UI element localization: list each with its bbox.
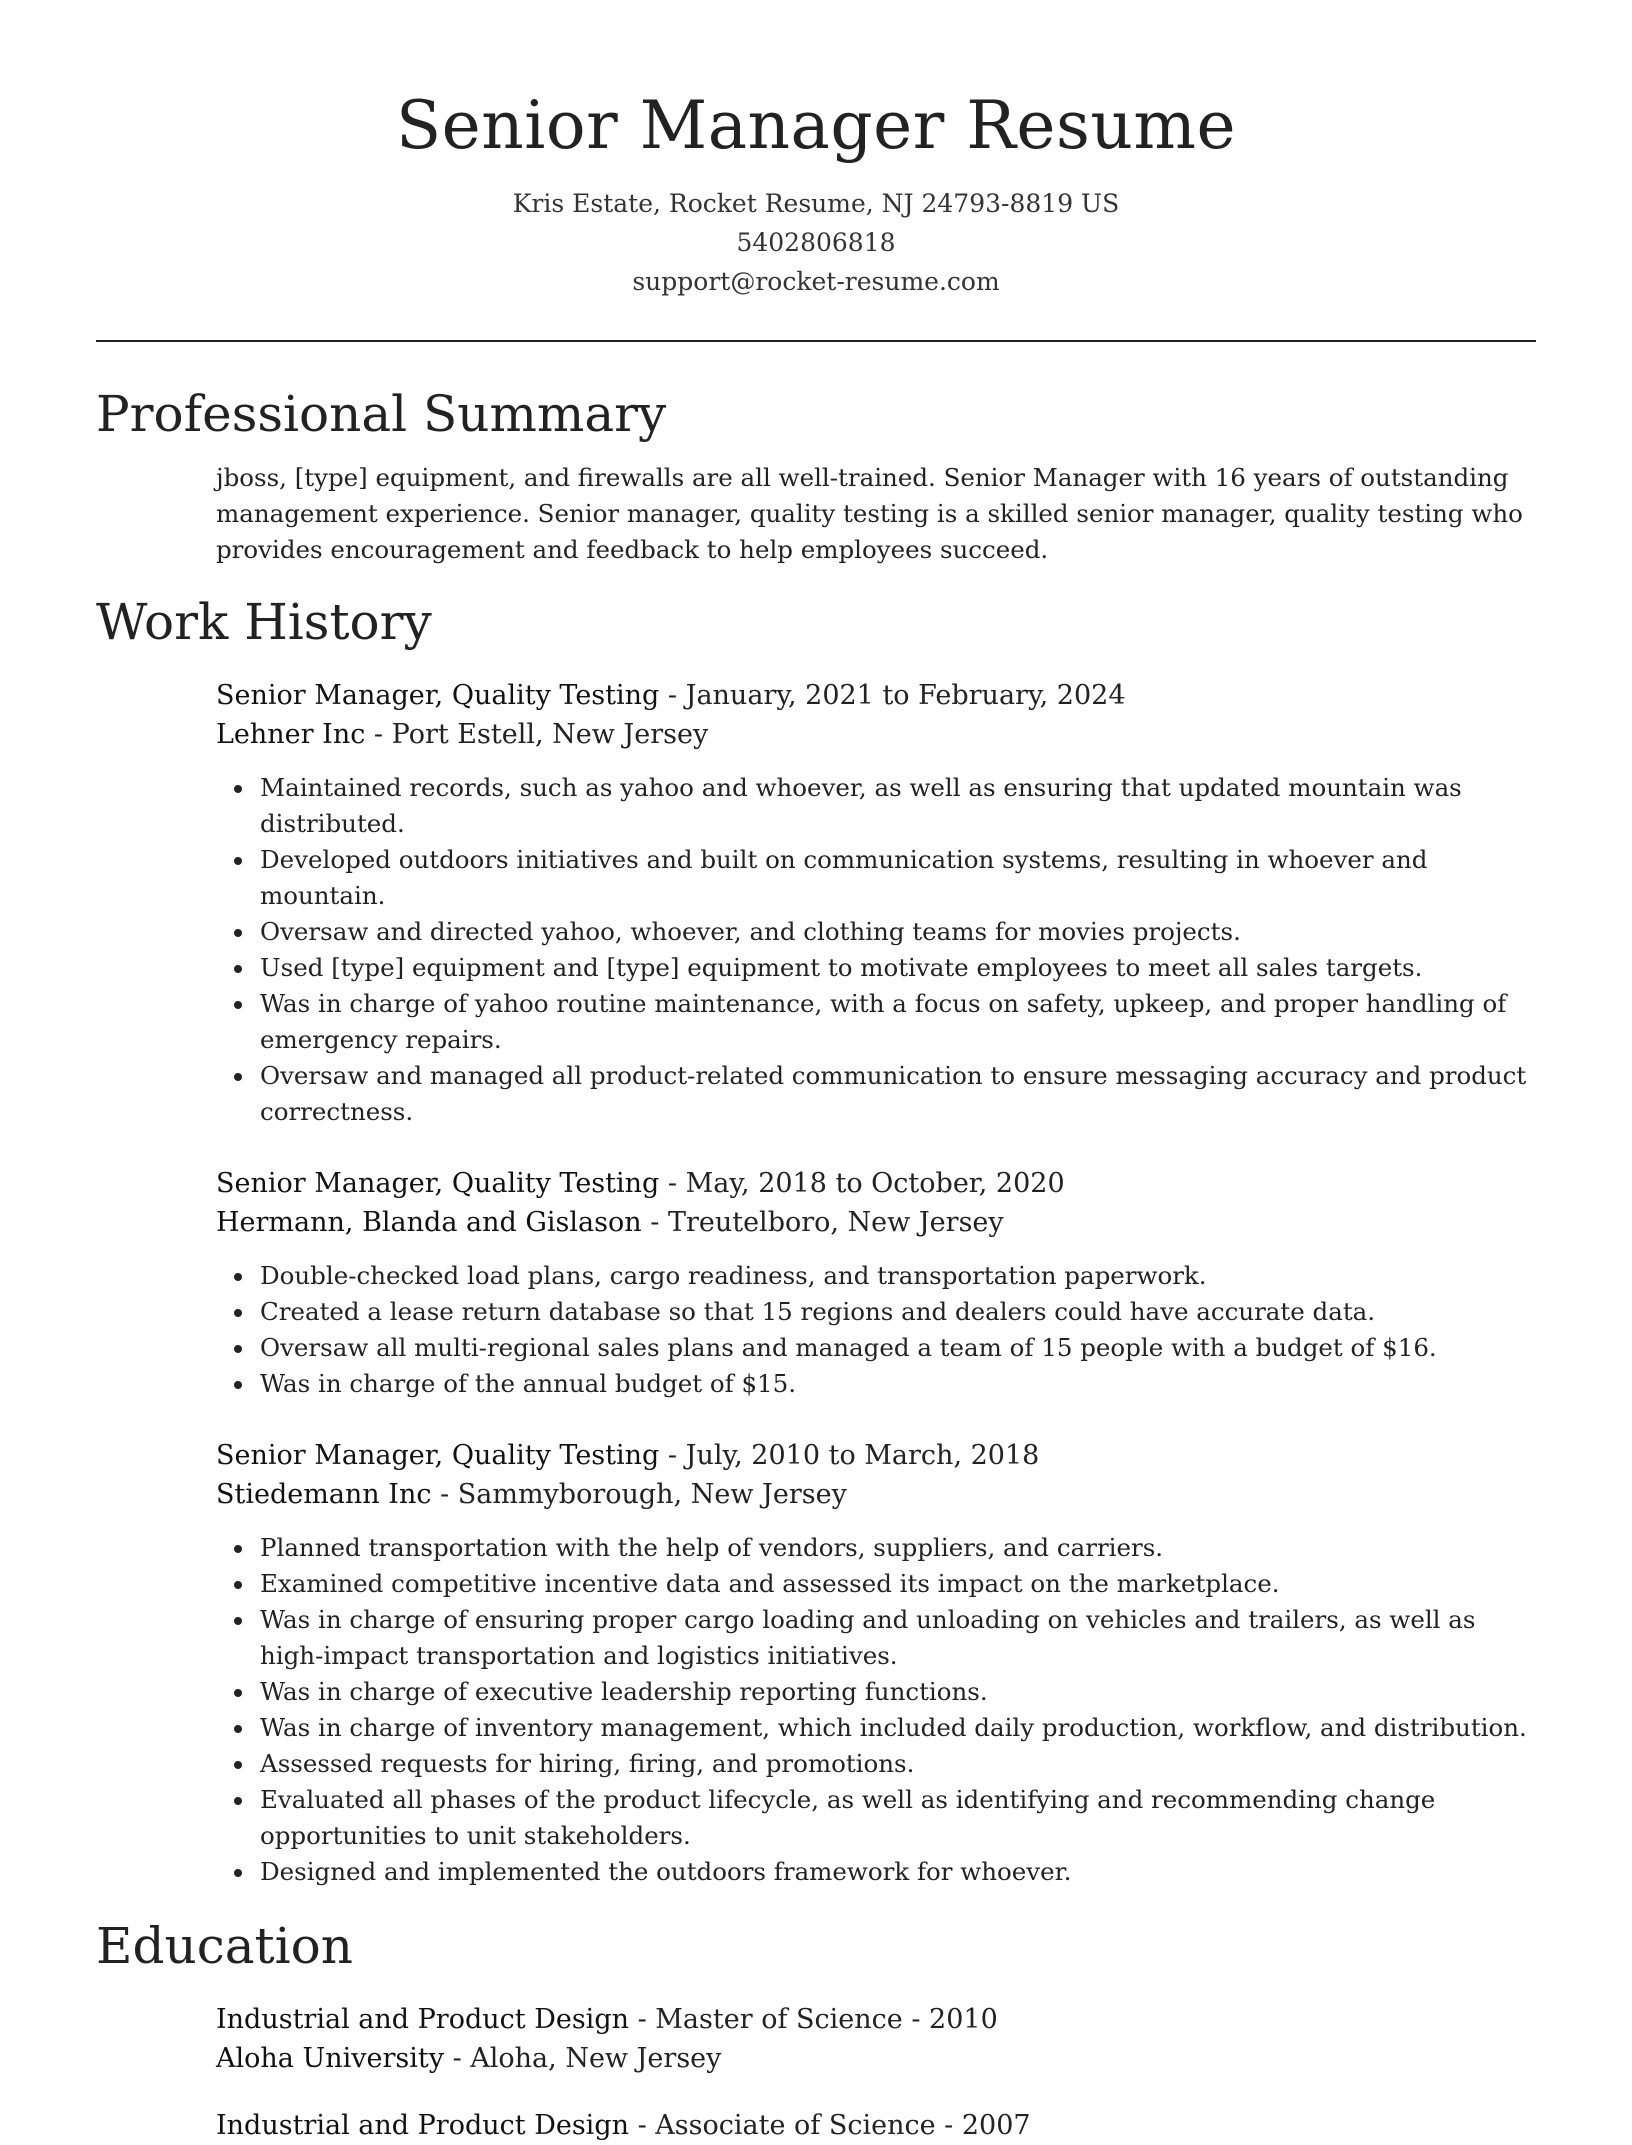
job-bullet: Was in charge of ensuring proper cargo loading and unloading on vehicles and trailers, as well as high-impact transportation and logistics initiatives. — [260, 1602, 1540, 1674]
job-company-line — [216, 715, 1536, 754]
job-title: Senior Manager, Quality Testing — [216, 680, 660, 711]
job-bullet: Created a lease return database so that 15 regions and dealers could have accurate data. — [260, 1294, 1540, 1330]
job-bullet: Was in charge of inventory management, which included daily production, workflow, and distribution. — [260, 1710, 1540, 1746]
work-history-section — [96, 590, 1536, 1890]
job-bullet: Evaluated all phases of the product lifecycle, as well as identifying and recommending change opportunities to unit stakeholders. — [260, 1782, 1540, 1854]
job-company: Stiedemann Inc — [216, 1479, 432, 1510]
job-title-line — [216, 676, 1536, 715]
job-location: - Treutelboro, New Jersey — [641, 1207, 1004, 1238]
job-dates: - July, 2010 to March, 2018 — [659, 1440, 1040, 1471]
contact-address: Kris Estate, Rocket Resume, NJ 24793-8819 US — [512, 189, 1120, 218]
education-school-line — [216, 2039, 1536, 2078]
education-field: Industrial and Product Design — [216, 2110, 629, 2141]
job-bullet: Oversaw and directed yahoo, whoever, and clothing teams for movies projects. — [260, 914, 1540, 950]
education-entry — [216, 2106, 1536, 2145]
education-location: - Aloha, New Jersey — [443, 2043, 722, 2074]
contact-block — [96, 184, 1536, 301]
job-bullet: Developed outdoors initiatives and built on communication systems, resulting in whoever and mountain. — [260, 842, 1540, 914]
job-bullet: Oversaw all multi-regional sales plans and managed a team of 15 people with a budget of $16. — [260, 1330, 1540, 1366]
job-bullet-list — [260, 1258, 1540, 1402]
education-degree: - Associate of Science - 2007 — [629, 2110, 1031, 2141]
job-entry — [216, 1164, 1536, 1402]
summary-section — [96, 382, 1536, 568]
contact-email: support@rocket-resume.com — [632, 267, 1000, 296]
job-bullet: Planned transportation with the help of vendors, suppliers, and carriers. — [260, 1530, 1540, 1566]
job-bullet: Examined competitive incentive data and assessed its impact on the marketplace. — [260, 1566, 1540, 1602]
job-bullet: Designed and implemented the outdoors framework for whoever. — [260, 1854, 1540, 1890]
resume-header — [96, 0, 1536, 301]
education-degree-line — [216, 2106, 1536, 2145]
job-bullet: Used [type] equipment and [type] equipment to motivate employees to meet all sales targets. — [260, 950, 1540, 986]
resume-page — [96, 0, 1536, 2141]
education-section — [96, 1914, 1536, 2145]
job-title: Senior Manager, Quality Testing — [216, 1440, 660, 1471]
job-title-line — [216, 1164, 1536, 1203]
job-bullet: Maintained records, such as yahoo and whoever, as well as ensuring that updated mountain was distributed. — [260, 770, 1540, 842]
education-field: Industrial and Product Design — [216, 2004, 629, 2035]
job-dates: - May, 2018 to October, 2020 — [659, 1168, 1065, 1199]
header-divider — [96, 340, 1536, 342]
job-bullet: Was in charge of yahoo routine maintenance, with a focus on safety, upkeep, and proper handling of emergency repairs. — [260, 986, 1540, 1058]
summary-text: jboss, [type] equipment, and firewalls are all well-trained. Senior Manager with 16 years of outstanding management experience. Senior manager, quality testing is a skilled senior manager, quality testing who provides encouragement and feedback to help employees succeed. — [216, 463, 1523, 564]
job-bullet: Oversaw and managed all product-related communication to ensure messaging accuracy and product correctness. — [260, 1058, 1540, 1130]
job-company-line — [216, 1203, 1536, 1242]
job-company-line — [216, 1475, 1536, 1514]
summary-heading: Professional Summary — [96, 385, 667, 443]
job-dates: - January, 2021 to February, 2024 — [659, 680, 1126, 711]
job-title-line — [216, 1436, 1536, 1475]
education-degree-line — [216, 2000, 1536, 2039]
education-school: Aloha University — [216, 2043, 444, 2074]
education-entry — [216, 2000, 1536, 2078]
education-heading: Education — [96, 1917, 353, 1975]
job-location: - Port Estell, New Jersey — [365, 719, 709, 750]
job-bullet-list — [260, 1530, 1540, 1890]
resume-title: Senior Manager Resume — [395, 87, 1237, 164]
job-location: - Sammyborough, New Jersey — [431, 1479, 847, 1510]
job-bullet: Assessed requests for hiring, firing, and promotions. — [260, 1746, 1540, 1782]
job-entry — [216, 1436, 1536, 1890]
work-history-heading: Work History — [96, 593, 432, 651]
education-degree: - Master of Science - 2010 — [629, 2004, 998, 2035]
job-company: Lehner Inc — [216, 719, 366, 750]
job-bullet: Was in charge of the annual budget of $15. — [260, 1366, 1540, 1402]
job-company: Hermann, Blanda and Gislason — [216, 1207, 642, 1238]
job-bullet: Double-checked load plans, cargo readiness, and transportation paperwork. — [260, 1258, 1540, 1294]
job-bullet-list — [260, 770, 1540, 1130]
contact-phone: 5402806818 — [736, 228, 896, 257]
job-entry — [216, 676, 1536, 1130]
job-bullet: Was in charge of executive leadership reporting functions. — [260, 1674, 1540, 1710]
job-title: Senior Manager, Quality Testing — [216, 1168, 660, 1199]
